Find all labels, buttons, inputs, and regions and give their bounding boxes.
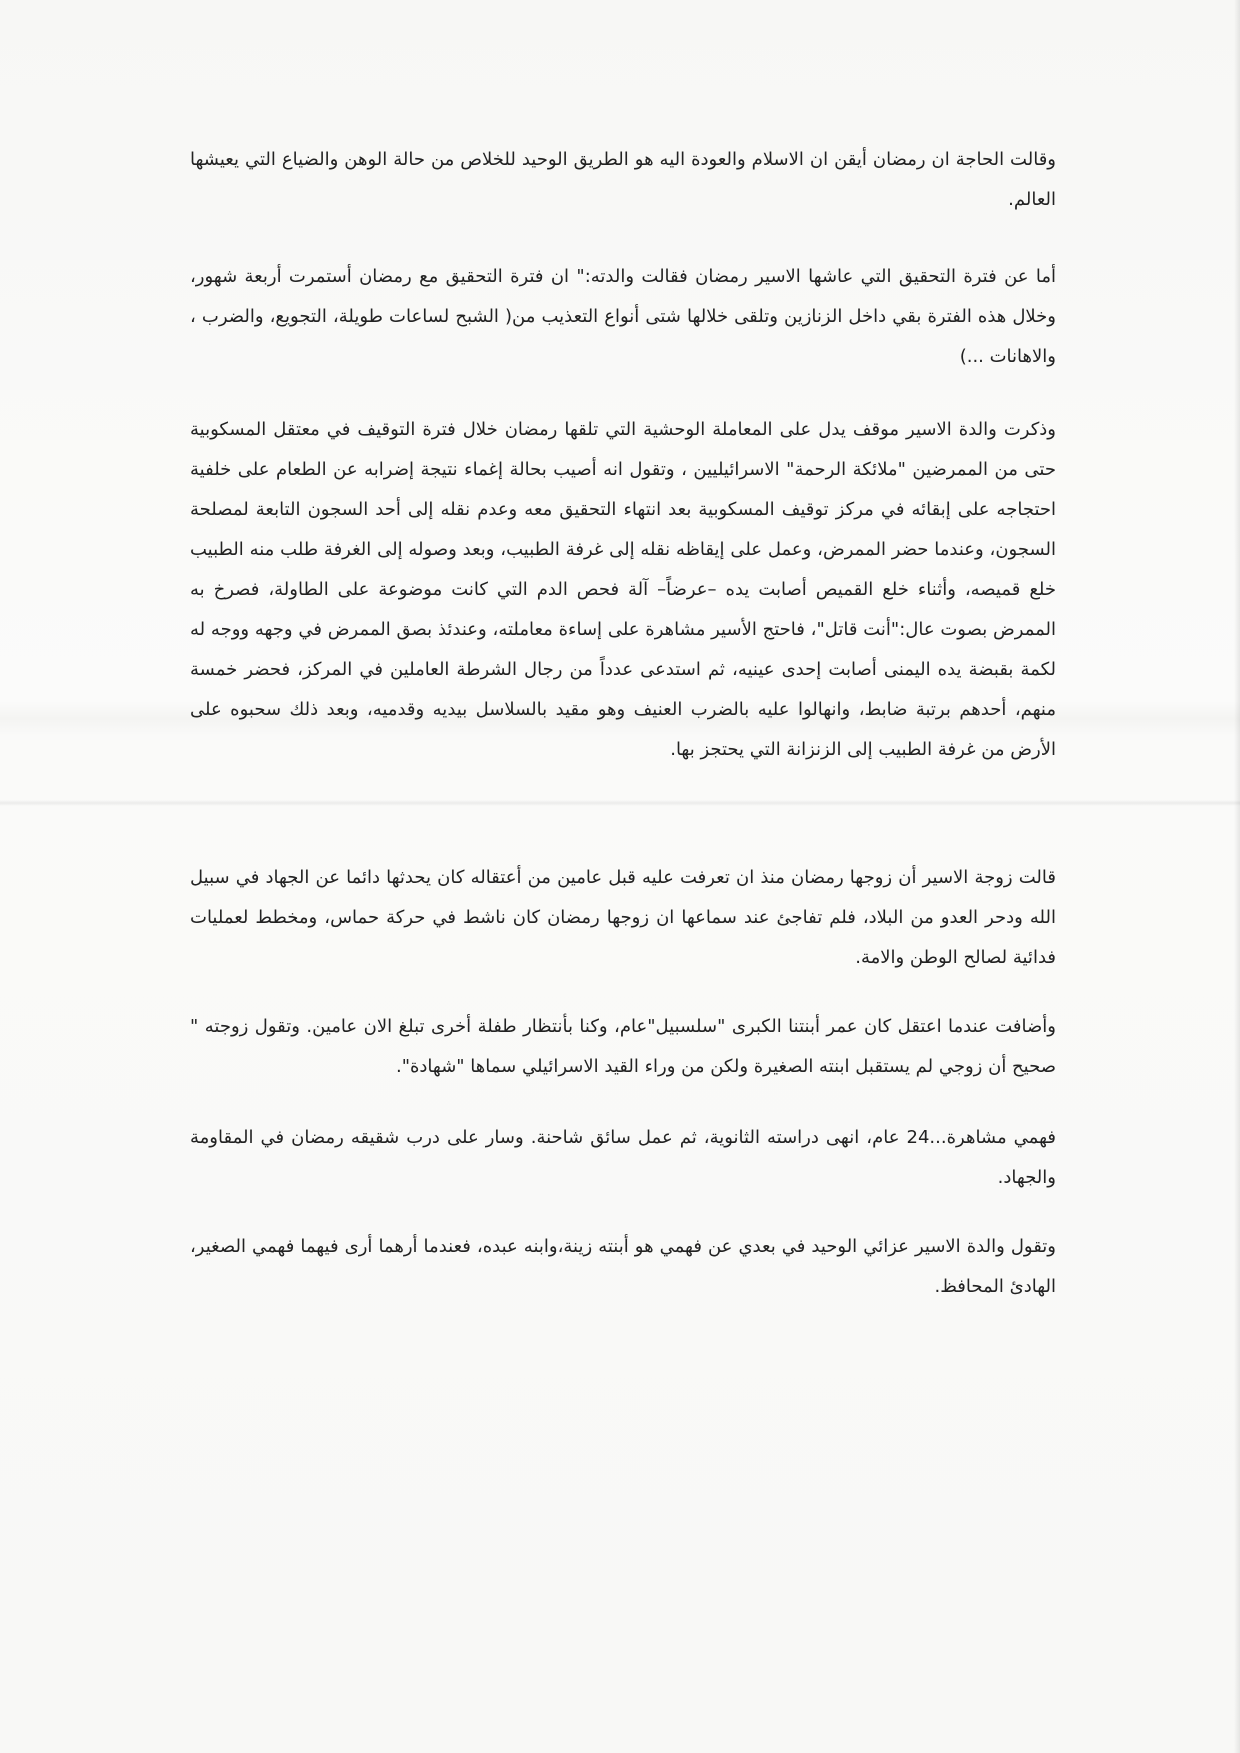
paragraph-text: أما عن فترة التحقيق التي عاشها الاسير رمضان فقالت والدته:" ان فترة التحقيق مع رمضان أستمرت أربعة شهور، وخلال هذه الفترة بقي داخل الزنازين وتلقى خلالها شتى أنواع التعذيب من( الشبح لساعات طويلة، التجويع، والضرب ، والاهانات ...) (190, 266, 1056, 367)
paragraph-1 (190, 140, 1056, 220)
paragraph-text: وقالت الحاجة ان رمضان أيقن ان الاسلام والعودة اليه هو الطريق الوحيد للخلاص من حالة الوهن والضياع التي يعيشها العالم. (190, 149, 1056, 210)
paper-fold-line (0, 800, 1240, 806)
paragraph-7 (190, 1227, 1056, 1307)
paragraph-3 (190, 410, 1056, 770)
page-edge-shadow (1234, 0, 1240, 1753)
paragraph-text: وتقول والدة الاسير عزائي الوحيد في بعدي عن فهمي هو أبنته زينة،وابنه عبده، فعندما أرهما أرى فيهما فهمي الصغير، الهادئ المحافظ. (190, 1236, 1056, 1297)
paragraph-6 (190, 1118, 1056, 1198)
paragraph-text: فهمي مشاهرة...24 عام، انهى دراسته الثانوية، ثم عمل سائق شاحنة. وسار على درب شقيقه رمضان في المقاومة والجهاد. (190, 1127, 1056, 1188)
paragraph-text: وأضافت عندما اعتقل كان عمر أبنتنا الكبرى "سلسبيل"عام، وكنا بأنتظار طفلة أخرى تبلغ الان عامين. وتقول زوجته " صحيح أن زوجي لم يستقبل ابنته الصغيرة ولكن من وراء القيد الاسرائيلي سماها "شهادة". (190, 1016, 1056, 1077)
paragraph-5 (190, 1007, 1056, 1087)
paragraph-text: قالت زوجة الاسير أن زوجها رمضان منذ ان تعرفت عليه قبل عامين من أعتقاله كان يحدثها دائما عن الجهاد في سبيل الله ودحر العدو من البلاد، فلم تفاجئ عند سماعها ان زوجها رمضان كان ناشط في حركة حماس، ومخطط لعمليات فدائية لصالح الوطن والامة. (190, 867, 1056, 968)
paragraph-4 (190, 858, 1056, 978)
paragraph-text: وذكرت والدة الاسير موقف يدل على المعاملة الوحشية التي تلقها رمضان خلال فترة التوقيف في معتقل المسكوبية حتى من الممرضين "ملائكة الرحمة" الاسرائيليين ، وتقول انه أصيب بحالة إغماء نتيجة إضرابه عن الطعام على خلفية احتجاجه على إبقائه في مركز توقيف المسكوبية بعد انتهاء التحقيق معه وعدم نقله إلى أحد السجون التابعة لمصلحة السجون، وعندما حضر الممرض، وعمل على إيقاظه نقله إلى غرفة الطبيب، وبعد وصوله إلى الغرفة طلب منه الطبيب خلع قميصه، وأثناء خلع القميص أصابت يده –عرضاً– آلة فحص الدم التي كانت موضوعة على الطاولة، فصرخ به الممرض بصوت عال:"أنت قاتل"، فاحتج الأسير مشاهرة على إساءة معاملته، وعندئذ بصق الممرض في وجهه ووجه له لكمة بقبضة يده اليمنى أصابت إحدى عينيه، ثم استدعى عدداً من رجال الشرطة العاملين في المركز، فحضر خمسة منهم، أحدهم برتبة ضابط، وانهالوا عليه بالضرب العنيف وهو مقيد بالسلاسل بيديه وقدميه، وبعد ذلك سحبوه على الأرض من غرفة الطبيب إلى الزنزانة التي يحتجز بها. (190, 419, 1056, 760)
paragraph-2 (190, 257, 1056, 377)
